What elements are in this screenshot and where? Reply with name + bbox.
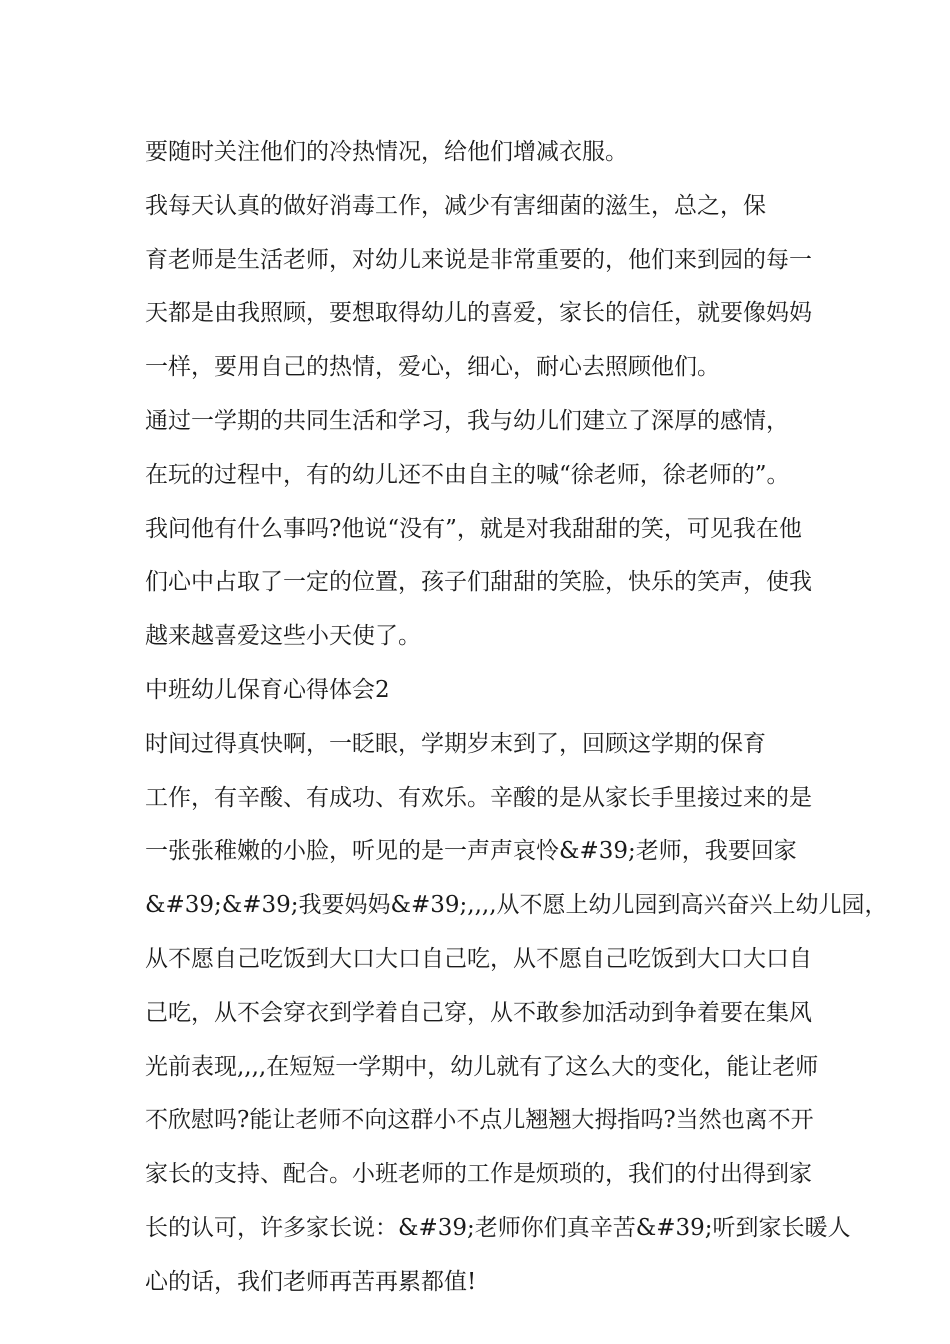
text-line: 我每天认真的做好消毒工作，减少有害细菌的滋生，总之，保 — [145, 192, 766, 219]
document-body — [145, 126, 888, 1310]
text-line: 光前表现,,,,在短短一学期中，幼儿就有了这么大的变化，能让老师 — [145, 1053, 819, 1080]
text-line: &#39;&#39;我要妈妈&#39;,,,,从不愿上幼儿园到高兴奋兴上幼儿园， — [145, 892, 888, 919]
text-line: 中班幼儿保育心得体会2 — [145, 676, 390, 703]
text-line: 们心中占取了一定的位置，孩子们甜甜的笑脸，快乐的笑声，使我 — [145, 569, 812, 596]
text-line: 不欣慰吗?能让老师不向这群小不点儿翘翘大拇指吗?当然也离不开 — [145, 1107, 814, 1134]
text-line: 我问他有什么事吗?他说“没有”，就是对我甜甜的笑，可见我在他 — [145, 515, 802, 542]
paragraph — [145, 395, 810, 664]
text-line: 心的话，我们老师再苦再累都值! — [145, 1268, 477, 1295]
text-line: 天都是由我照顾，要想取得幼儿的喜爱，家长的信任，就要像妈妈 — [145, 300, 812, 327]
text-line: 工作，有辛酸、有成功、有欢乐。辛酸的是从家长手里接过来的是 — [145, 784, 812, 811]
text-line: 家长的支持、配合。小班老师的工作是烦琐的，我们的付出得到家 — [145, 1161, 812, 1188]
text-line: 一样，要用自己的热情，爱心，细心，耐心去照顾他们。 — [145, 354, 720, 381]
text-line: 时间过得真快啊，一眨眼，学期岁末到了，回顾这学期的保育 — [145, 730, 766, 757]
text-line: 越来越喜爱这些小天使了。 — [145, 623, 421, 650]
text-line: 一张张稚嫩的小脸，听见的是一声声哀怜&#39;老师，我要回家 — [145, 838, 797, 865]
text-line: 长的认可，许多家长说：&#39;老师你们真辛苦&#39;听到家长暖人 — [145, 1214, 851, 1241]
text-line: 通过一学期的共同生活和学习，我与幼儿们建立了深厚的感情， — [145, 407, 789, 434]
text-line: 要随时关注他们的冷热情况，给他们增减衣服。 — [145, 139, 628, 165]
paragraph — [145, 180, 810, 395]
section-heading — [145, 664, 810, 718]
paragraph — [145, 126, 810, 180]
paragraph — [145, 718, 888, 1310]
text-line: 育老师是生活老师，对幼儿来说是非常重要的，他们来到园的每一 — [145, 246, 812, 273]
text-line: 在玩的过程中，有的幼儿还不由自主的喊“徐老师，徐老师的”。 — [145, 461, 790, 488]
text-line: 己吃，从不会穿衣到学着自己穿，从不敢参加活动到争着要在集风 — [145, 999, 812, 1026]
text-line: 从不愿自己吃饭到大口大口自己吃，从不愿自己吃饭到大口大口自 — [145, 945, 812, 972]
